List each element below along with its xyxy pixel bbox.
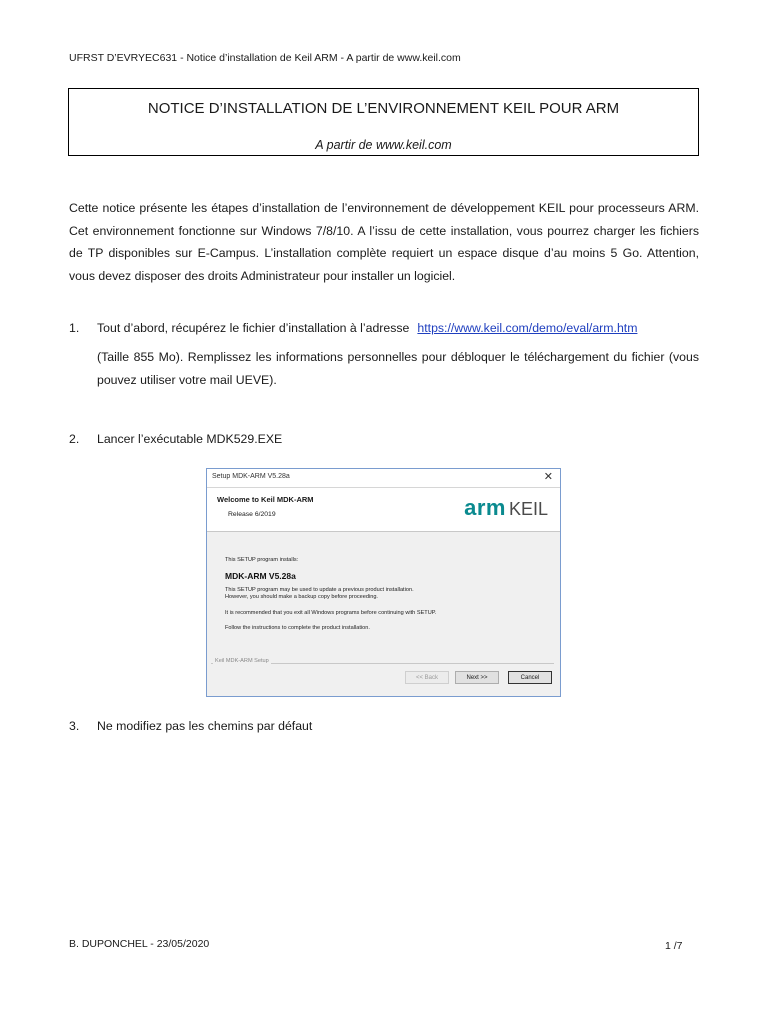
group-label: Keil MDK-ARM Setup [215,658,269,664]
step-number: 2. [69,432,80,446]
product-name: MDK-ARM V5.28a [225,571,296,581]
welcome-text: Welcome to Keil MDK-ARM [217,495,314,504]
dialog-titlebar [207,469,560,488]
download-link[interactable]: https://www.keil.com/demo/eval/arm.htm [417,321,638,335]
update-text-2: However, you should make a backup copy before proceeding. [225,594,378,600]
back-button[interactable]: << Back [405,671,449,684]
document-subtitle: A partir de www.keil.com [315,138,452,152]
update-text-1: This SETUP program may be used to update a previous product installation. [225,587,414,593]
installs-text: This SETUP program installs: [225,557,299,563]
release-text: Release 6/2019 [228,511,276,518]
recommend-text: It is recommended that you exit all Windows programs before continuing with SETUP. [225,610,437,616]
title-box [68,88,699,156]
arm-keil-logo [464,495,548,521]
dialog-banner [207,488,560,532]
logo-keil: KEIL [508,499,548,519]
step-text [97,321,637,335]
follow-text: Follow the instructions to complete the product installation. [225,625,370,631]
setup-dialog-screenshot [206,468,561,697]
cancel-button[interactable]: Cancel [508,671,552,684]
next-button[interactable]: Next >> [455,671,499,684]
page-number: 1 /7 [665,940,683,952]
step-1-detail: (Taille 855 Mo). Remplissez les informations personnelles pour débloquer le téléchargement du fichier (vous pouvez utiliser votre mail UEVE). [97,350,699,387]
close-icon[interactable]: ✕ [543,471,553,483]
step-number: 3. [69,719,80,733]
step-text: Ne modifiez pas les chemins par défaut [97,719,313,733]
step-text: Lancer l’exécutable MDK529.EXE [97,432,283,446]
logo-arm: arm [464,495,506,520]
footer-author: B. DUPONCHEL - 23/05/2020 [69,938,210,950]
page-header: UFRST D’EVRYEC631 - Notice d’installation de Keil ARM - A partir de www.keil.com [69,52,461,64]
intro-paragraph: Cette notice présente les étapes d’installation de l’environnement de développement KEIL pour processeurs ARM. Cet environnement fonctionne sur Windows 7/8/10. A l’issu de cette installation, vous pourrez charger les fichiers de TP disponibles sur E-Campus. L’installation complète requiert un espace disque d’au moins 5 Go. Attention, vous devez disposer des droits Administrateur pour installer un logiciel. [69,201,699,283]
step-number: 1. [69,321,80,335]
document-title: NOTICE D’INSTALLATION DE L’ENVIRONNEMENT KEIL POUR ARM [147,100,620,117]
dialog-title: Setup MDK-ARM V5.28a [212,473,290,480]
step-1-text: Tout d’abord, récupérez le fichier d’installation à l’adresse [97,321,410,335]
